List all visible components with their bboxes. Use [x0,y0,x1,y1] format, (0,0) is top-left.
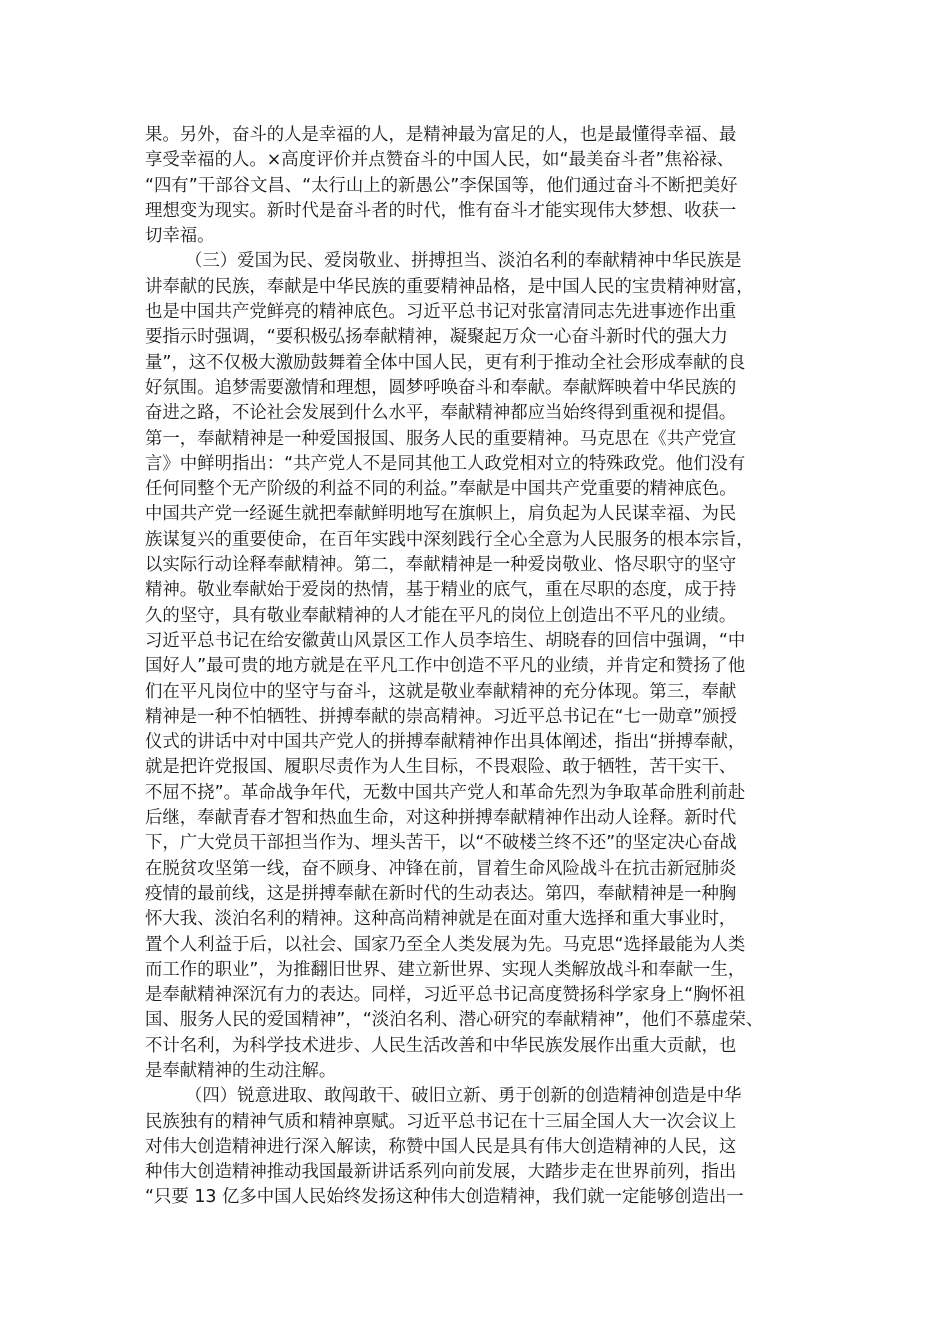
text-line: “只要 13 亿多中国人民始终发扬这种伟大创造精神，我们就一定能够创造出一 [145,1187,744,1208]
text-line: 精神是一种不怕牺牲、拼搏奉献的崇高精神。习近平总书记在“七一勋章”颁授 [145,706,737,727]
text-line: 要指示时强调，“要积极弘扬奉献精神，凝聚起万众一心奋斗新时代的强大力 [145,327,728,348]
text-line: 理想变为现实。新时代是奋斗者的时代，惟有奋斗才能实现伟大梦想、收获一 [145,200,737,221]
text-line: 讲奉献的民族，奉献是中华民族的重要精神品格，是中国人民的宝贵精神财富， [145,276,754,297]
text-line: 怀大我、淡泊名利的精神。这种高尚精神就是在面对重大选择和重大事业时， [145,909,737,930]
text-line: 不计名利，为科学技术进步、人民生活改善和中华民族发展作出重大贡献，也 [145,1035,737,1056]
text-line: 量”，这不仅极大激励鼓舞着全体中国人民，更有利于推动全社会形成奉献的良 [145,352,746,373]
text-line: 疫情的最前线，这是拼搏奉献在新时代的生动表达。第四，奉献精神是一种胸 [145,883,737,904]
text-line: 果。另外，奋斗的人是幸福的人，是精神最为富足的人，也是最懂得幸福、最 [145,125,737,145]
text-line: 精神。敬业奉献始于爱岗的热情，基于精业的底气，重在尽职的态度，成于持 [145,580,737,601]
section-heading-line: （四）锐意进取、敢闯敢干、破旧立新、勇于创新的创造精神创造是中华 [185,1086,742,1107]
text-line: 也是中国共产党鲜亮的精神底色。习近平总书记对张富清同志先进事迹作出重 [145,302,737,323]
text-line: 民族独有的精神气质和精神禀赋。习近平总书记在十三届全国人大一次会议上 [145,1111,737,1132]
text-line: 置个人利益于后，以社会、国家乃至全人类发展为先。马克思“选择最能为人类 [145,934,746,955]
text-line: 对伟大创造精神进行深入解读，称赞中国人民是具有伟大创造精神的人民，这 [145,1136,737,1157]
body-text [145,123,805,1211]
text-line: 奋进之路，不论社会发展到什么水平，奉献精神都应当始终得到重视和提倡。 [145,403,737,424]
text-line: 习近平总书记在给安徽黄山风景区工作人员李培生、胡晓春的回信中强调，“中 [145,630,746,651]
text-line: 族谋复兴的重要使命，在百年实践中深刻践行全心全意为人民服务的根本宗旨， [145,529,754,550]
text-line: 任何同整个无产阶级的利益不同的利益。”奉献是中国共产党重要的精神底色。 [145,479,737,500]
text-line: “四有”干部谷文昌、“太行山上的新愚公”李保国等，他们通过奋斗不断把美好 [145,175,738,196]
text-line: 是奉献精神的生动注解。 [145,1060,337,1081]
text-line: 国、服务人民的爱国精神”，“淡泊名利、潜心研究的奉献精神”，他们不慕虚荣、 [145,1010,764,1031]
text-line: 们在平凡岗位中的坚守与奋斗，这就是敬业奉献精神的充分体现。第三，奉献 [145,681,737,702]
text-line: 以实际行动诠释奉献精神。第二，奉献精神是一种爱岗敬业、恪尽职守的坚守 [145,555,737,576]
text-line: 仪式的讲话中对中国共产党人的拼搏奉献精神作出具体阐述，指出“拼搏奉献， [145,732,746,753]
text-line: 不屈不挠”。革命战争年代，无数中国共产党人和革命先烈为争取革命胜利前赴 [145,782,746,803]
text-line: 后继，奉献青春才智和热血生命，对这种拼搏奉献精神作出动人诠释。新时代 [145,808,737,829]
text-line: 就是把许党报国、履职尽责作为人生目标，不畏艰险、敢于牺牲，苦干实干、 [145,757,737,778]
section-heading-line: （三）爱国为民、爱岗敬业、拼搏担当、淡泊名利的奉献精神中华民族是 [185,251,742,272]
text-line: 国好人”最可贵的地方就是在平凡工作中创造不平凡的业绩，并肯定和赞扬了他 [145,656,746,677]
text-line: 第一，奉献精神是一种爱国报国、服务人民的重要精神。马克思在《共产党宣 [145,428,737,449]
text-line: 中国共产党一经诞生就把奉献鲜明地写在旗帜上，肩负起为人民谋幸福、为民 [145,504,737,525]
text-line: 好氛围。追梦需要激情和理想，圆梦呼唤奋斗和奉献。奉献辉映着中华民族的 [145,377,737,398]
text-line: 种伟大创造精神推动我国最新讲话系列向前发展，大踏步走在世界前列，指出 [145,1162,737,1183]
text-line: 是奉献精神深沉有力的表达。同样，习近平总书记高度赞扬科学家身上“胸怀祖 [145,985,746,1006]
text-line: 在脱贫攻坚第一线，奋不顾身、冲锋在前，冒着生命风险战斗在抗击新冠肺炎 [145,858,737,879]
text-line: 下，广大党员干部担当作为、埋头苦干，以“不破楼兰终不还”的坚定决心奋战 [145,833,737,854]
text-line: 享受幸福的人。×高度评价并点赞奋斗的中国人民，如“最美奋斗者”焦裕禄、 [145,150,735,171]
text-line: 而工作的职业”，为推翻旧世界、建立新世界、实现人类解放战斗和奉献一生， [145,959,746,980]
text-line: 言》中鲜明指出：“共产党人不是同其他工人政党相对立的特殊政党。他们没有 [145,453,746,474]
text-line: 久的坚守，具有敬业奉献精神的人才能在平凡的岗位上创造出不平凡的业绩。 [145,605,737,626]
text-line: 切幸福。 [145,226,215,247]
